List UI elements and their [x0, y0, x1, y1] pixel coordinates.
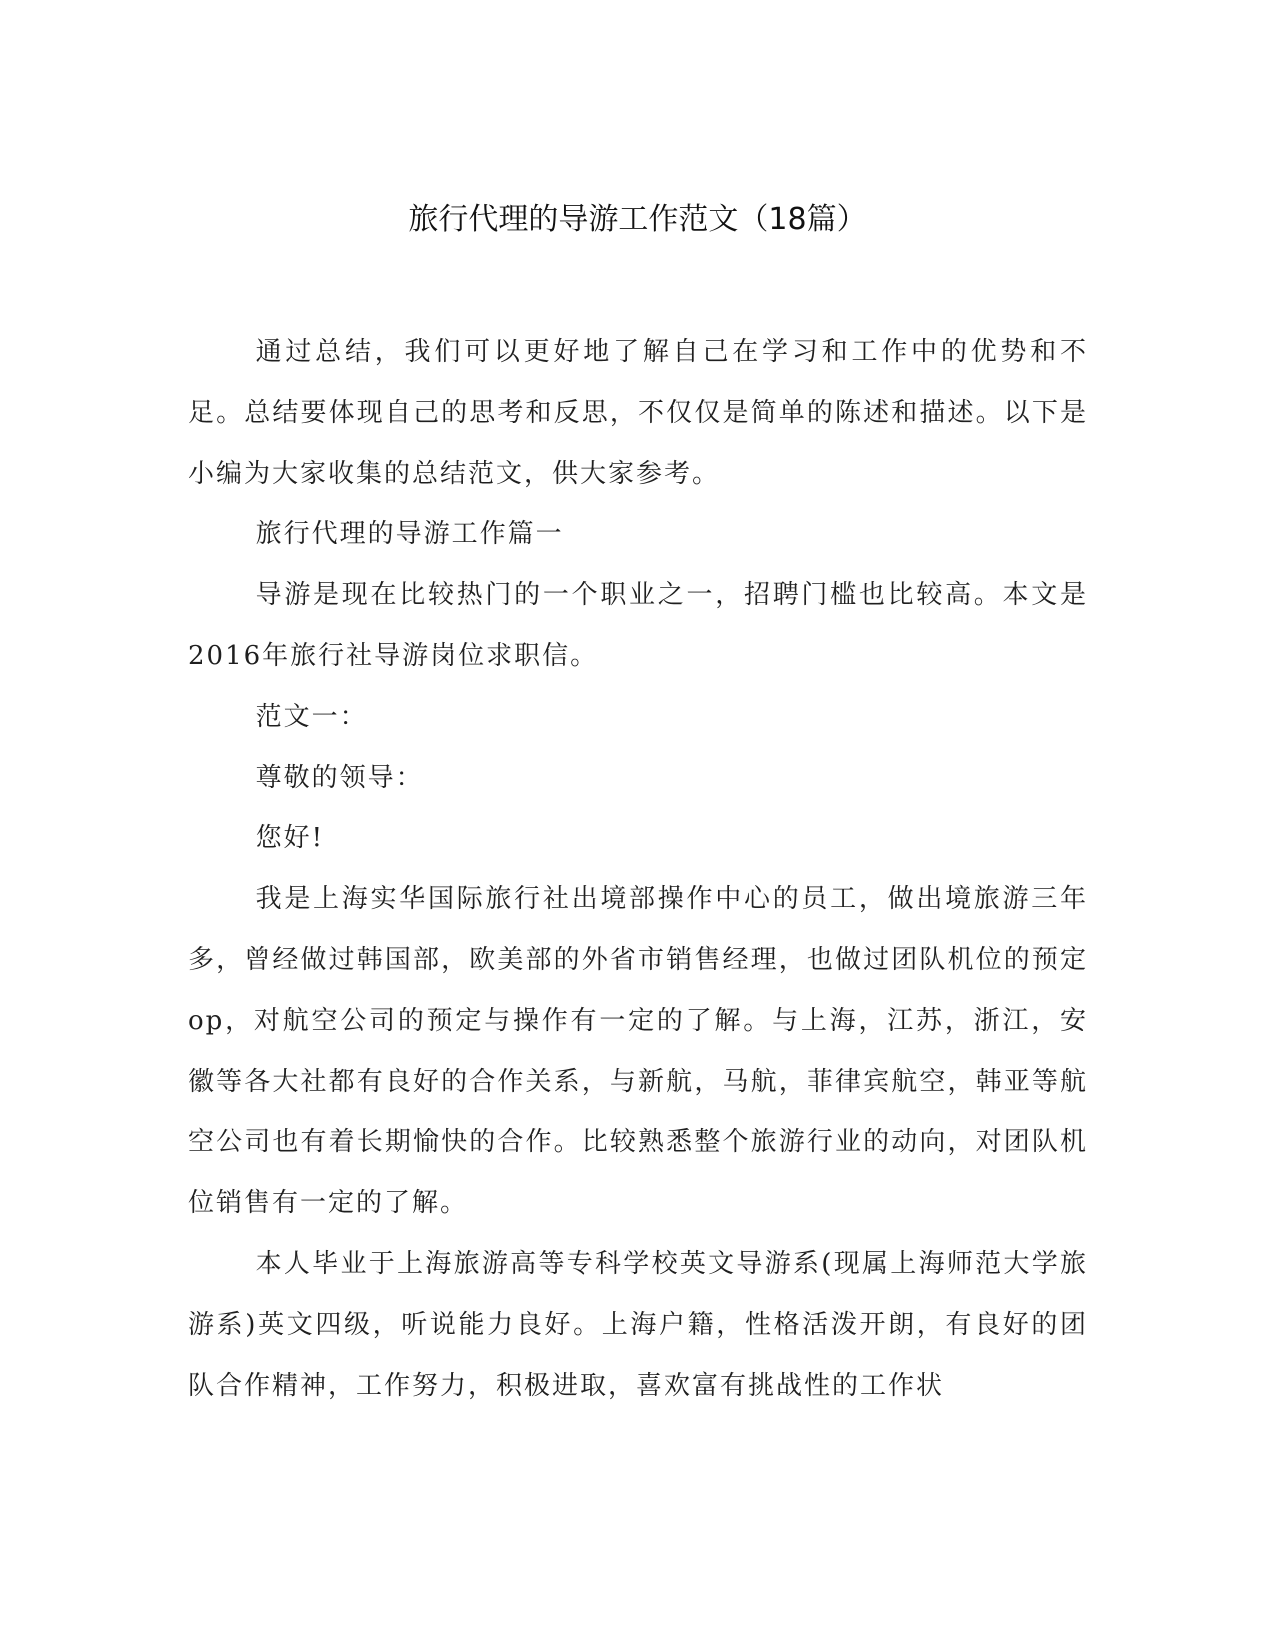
document-body: [188, 322, 1088, 1416]
intro-paragraph: 通过总结，我们可以更好地了解自己在学习和工作中的优势和不足。总结要体现自己的思考和反思，不仅仅是简单的陈述和描述。以下是小编为大家收集的总结范文，供大家参考。: [188, 337, 1088, 489]
document-title: 旅行代理的导游工作范文（18篇）: [408, 202, 867, 237]
greeting: 您好!: [255, 823, 325, 854]
sample-label: 范文一：: [255, 701, 368, 732]
body-paragraph: 我是上海实华国际旅行社出境部操作中心的员工，做出境旅游三年多，曾经做过韩国部，欧美部的外省市销售经理，也做过团队机位的预定op，对航空公司的预定与操作有一定的了解。与上海，江苏，浙江，安徽等各大社都有良好的合作关系，与新航，马航，菲律宾航空，韩亚等航空公司也有着长期愉快的合作。比较熟悉整个旅游行业的动向，对团队机位销售有一定的了解。: [188, 884, 1088, 1219]
section-heading: 旅行代理的导游工作篇一: [255, 519, 564, 550]
body-paragraph: 导游是现在比较热门的一个职业之一，招聘门槛也比较高。本文是2016年旅行社导游岗位求职信。: [188, 580, 1088, 671]
body-paragraph: 本人毕业于上海旅游高等专科学校英文导游系(现属上海师范大学旅游系)英文四级，听说能力良好。上海户籍，性格活泼开朗，有良好的团队合作精神，工作努力，积极进取，喜欢富有挑战性的工作状: [188, 1248, 1088, 1401]
salutation: 尊敬的领导：: [255, 762, 424, 793]
